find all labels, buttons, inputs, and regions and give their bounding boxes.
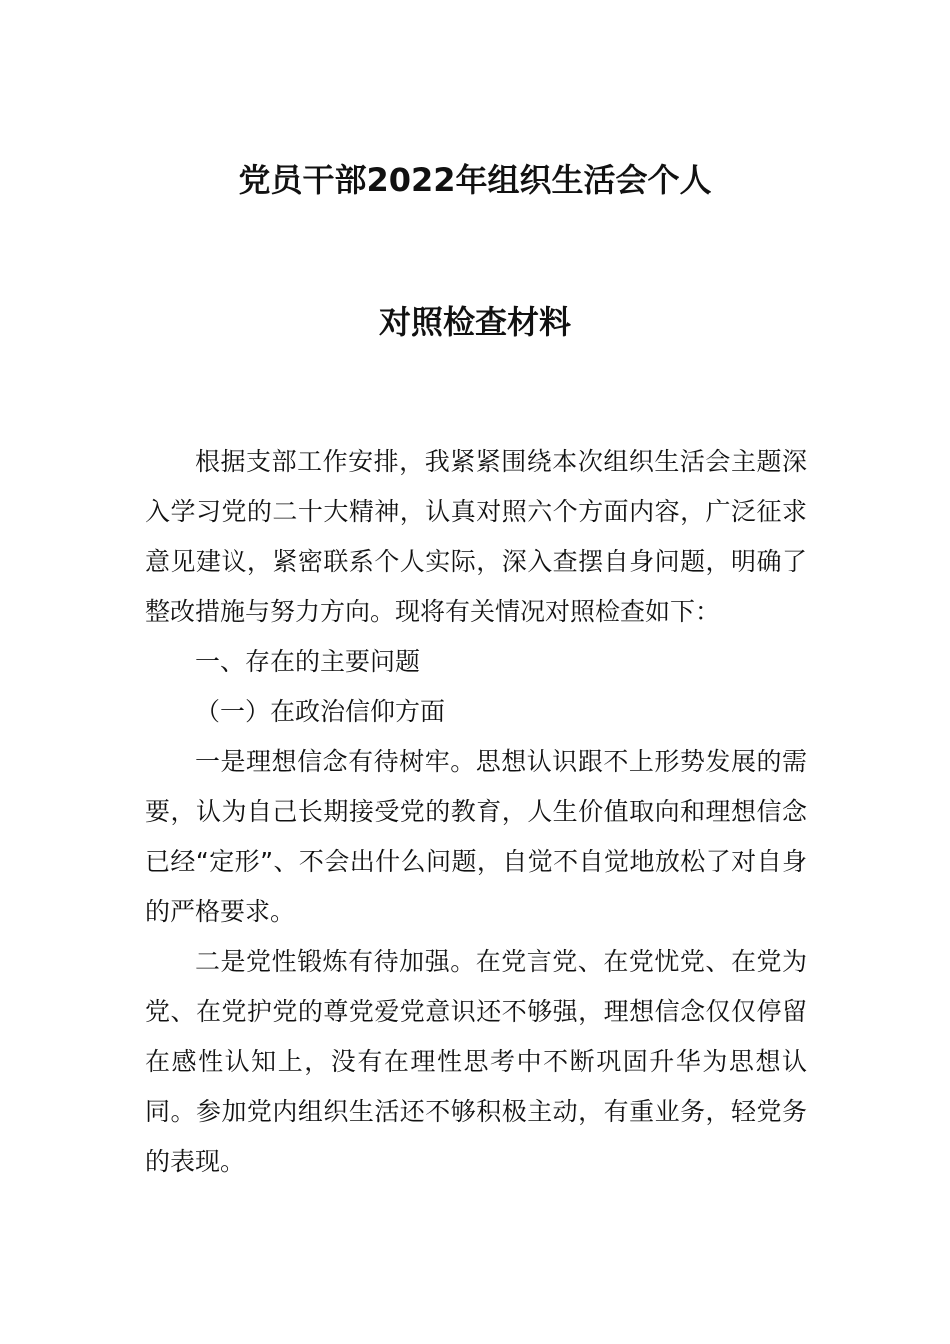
- point-paragraph-1: 一是理想信念有待树牢。思想认识跟不上形势发展的需要，认为自己长期接受党的教育，人生价值取向和理想信念已经“定形”、不会出什么问题，自觉不自觉地放松了对自身的严格要求。: [145, 747, 807, 926]
- intro-paragraph: 根据支部工作安排，我紧紧围绕本次组织生活会主题深入学习党的二十大精神，认真对照六个方面内容，广泛征求意见建议，紧密联系个人实际，深入查摆自身问题，明确了整改措施与努力方向。现将有关情况对照检查如下：: [145, 447, 807, 626]
- document-title-line-1: 党员干部2022年组织生活会个人: [238, 161, 712, 199]
- document-title-line-2: 对照检查材料: [378, 303, 571, 341]
- point-paragraph-2: 二是党性锻炼有待加强。在党言党、在党忧党、在党为党、在党护党的尊党爱党意识还不够强，理想信念仅仅停留在感性认知上，没有在理性思考中不断巩固升华为思想认同。参加党内组织生活还不够积极主动，有重业务，轻党务的表现。: [145, 947, 807, 1176]
- section-heading-1: 一、存在的主要问题: [195, 647, 421, 676]
- document-body: [145, 437, 807, 1187]
- subsection-heading-1: （一）在政治信仰方面: [195, 697, 446, 726]
